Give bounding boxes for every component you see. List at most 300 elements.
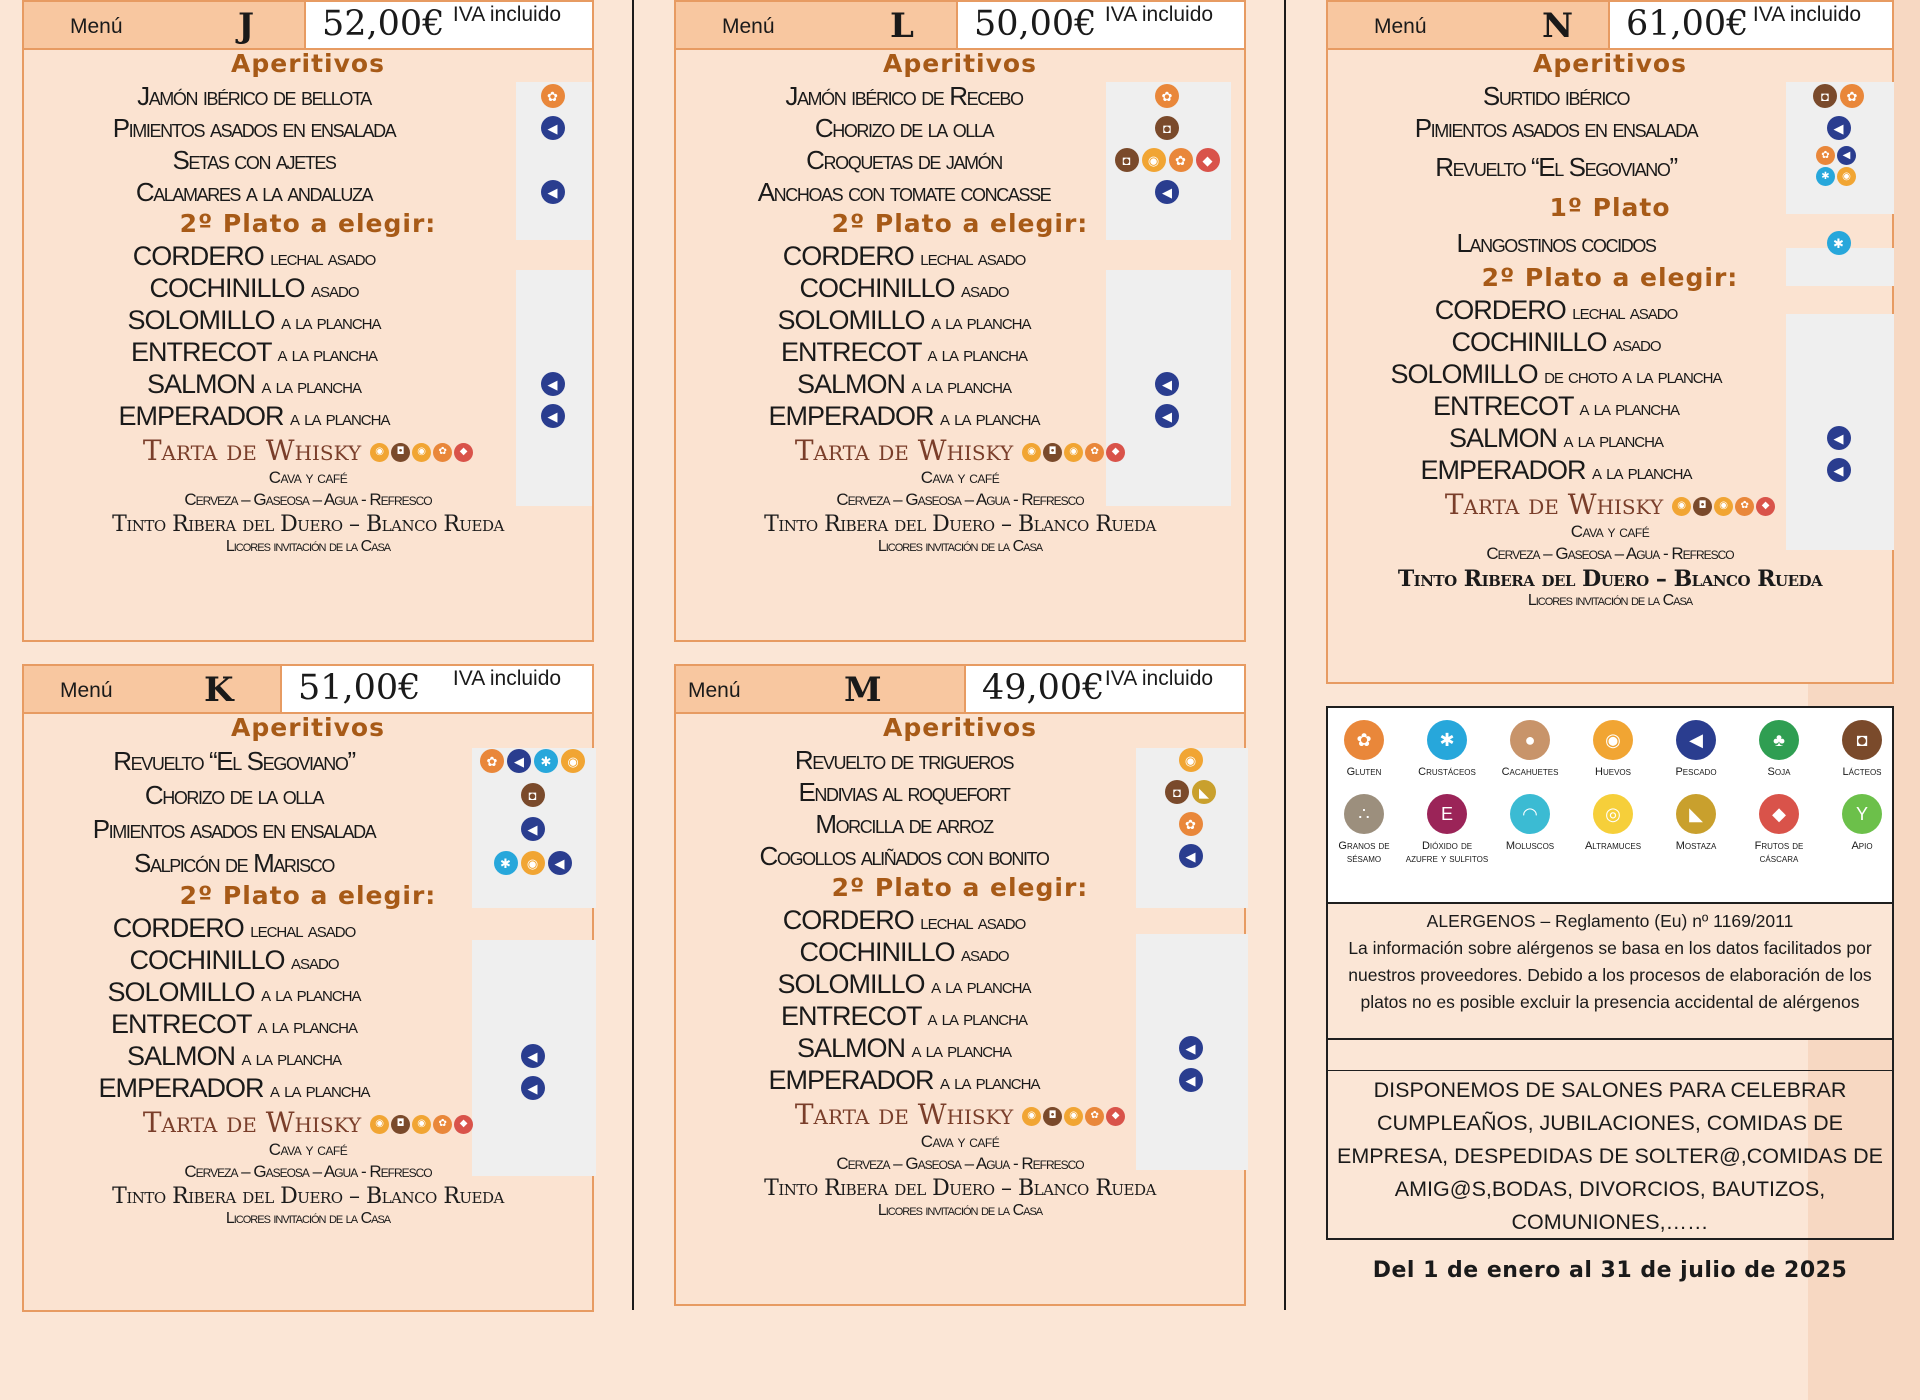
dish-detail: lechal asado xyxy=(1572,299,1678,324)
drinks-line: Cerveza – Gaseosa – Agua - Refresco xyxy=(836,490,1084,509)
dish-detail: de choto a la plancha xyxy=(1544,363,1722,388)
menu-card-l xyxy=(674,0,1246,642)
dish-main: COCHINILLO xyxy=(149,273,312,303)
menu-letter: K xyxy=(204,670,234,710)
menu-item xyxy=(676,1064,1244,1096)
menu-item xyxy=(676,400,1244,432)
dish-name xyxy=(24,1072,444,1106)
legend-apio xyxy=(1820,794,1904,853)
allergen-icons xyxy=(1827,116,1851,140)
menu-item xyxy=(1328,358,1892,390)
dish-detail: a la plancha xyxy=(911,1037,1011,1062)
menu-item xyxy=(1328,326,1892,358)
menu-letter: M xyxy=(844,670,882,710)
dish-detail: lechal asado xyxy=(270,245,376,270)
allergen-icons xyxy=(1155,116,1179,140)
dish-name xyxy=(676,336,1132,370)
legend-gluten xyxy=(1322,720,1406,779)
drinks-line: Cerveza – Gaseosa – Agua - Refresco xyxy=(836,1154,1084,1173)
legend-label: Lácteos xyxy=(1842,766,1882,778)
fish-icon: ◀ xyxy=(521,817,545,841)
wheat-icon: ✿ xyxy=(1155,84,1179,108)
fish-icon: ◀ xyxy=(548,851,572,875)
menu-price: 52,00€ xyxy=(322,4,445,44)
drinks-line: Cerveza – Gaseosa – Agua - Refresco xyxy=(184,490,432,509)
section-aperitivos: Aperitivos xyxy=(883,49,1037,78)
crab-icon: ✱ xyxy=(1816,167,1835,186)
dish-name xyxy=(676,968,1132,1002)
allergen-icons xyxy=(1155,180,1179,204)
dish-name: Croquetas de jamón xyxy=(806,145,1002,175)
dish-main: EMPERADOR xyxy=(768,1065,941,1095)
eggs-icon: ◉ xyxy=(412,1115,431,1134)
dish-main: ENTRECOT xyxy=(781,1001,928,1031)
fish-icon: ◀ xyxy=(541,180,565,204)
dish-detail: a la plancha xyxy=(261,373,361,398)
eggs-icon: ◉ xyxy=(1064,443,1083,462)
menu-header xyxy=(676,666,1244,714)
wheat-icon: ✿ xyxy=(1840,84,1864,108)
menu-item xyxy=(676,904,1244,936)
mustard-icon: ◣ xyxy=(1192,780,1216,804)
lupin-icon: ◎ xyxy=(1593,794,1633,834)
allergen-icons xyxy=(1115,148,1220,172)
allergen-icons xyxy=(521,1076,545,1100)
dessert-name: Tarta de Whisky xyxy=(794,434,1023,467)
menu-letter: J xyxy=(238,6,255,46)
allergen-icons xyxy=(1022,443,1125,467)
legend-moluscos xyxy=(1488,794,1572,853)
menu-item xyxy=(24,304,592,336)
dish-name xyxy=(1328,358,1784,392)
dish-name xyxy=(676,1032,1132,1066)
mollusc-icon: ◠ xyxy=(1510,794,1550,834)
nut-icon: ◆ xyxy=(1196,148,1220,172)
dish-name: Pimientos asados en ensalada xyxy=(92,814,376,844)
allergen-icons xyxy=(1155,84,1179,108)
milk-jug-icon: ◘ xyxy=(1115,148,1139,172)
dish-main: ENTRECOT xyxy=(1433,391,1580,421)
fish-icon: ◀ xyxy=(1827,458,1851,482)
dish-name: Endivias al roquefort xyxy=(798,777,1010,807)
allergen-notice-text: La información sobre alérgenos se basa en los datos facilitados por nuestros proveedores. Debido a los procesos de elaboración de los platos no es posible excluir la presencia accidental de alérgenos xyxy=(1348,938,1872,1012)
menu-item xyxy=(24,240,592,272)
dish-detail: lechal asado xyxy=(920,909,1026,934)
dish-main: COCHINILLO xyxy=(129,945,292,975)
fish-icon: ◀ xyxy=(1155,180,1179,204)
allergen-icons xyxy=(1827,231,1851,255)
liqueur-line: Licores invitación de la Casa xyxy=(225,1210,391,1227)
dish-name: Revuelto “El Segoviano” xyxy=(113,746,355,776)
dish-detail: a la plancha xyxy=(927,1005,1027,1030)
fish-icon: ◀ xyxy=(541,116,565,140)
dish-detail: a la plancha xyxy=(241,1045,341,1070)
menu-item xyxy=(676,968,1244,1000)
wheat-icon: ✿ xyxy=(1085,1107,1104,1126)
menu-item xyxy=(676,808,1244,840)
price-box xyxy=(280,666,592,712)
dish-name xyxy=(24,976,444,1010)
legend-sesamo xyxy=(1322,794,1406,866)
menu-item xyxy=(24,272,592,304)
legend-label: Cacahuetes xyxy=(1501,766,1559,778)
dish-name: Anchoas con tomate concasse xyxy=(757,177,1051,207)
dish-name: Jamón ibérico de bellota xyxy=(137,81,371,111)
dish-name xyxy=(676,240,1132,274)
dessert-line xyxy=(24,434,592,467)
dish-detail: a la plancha xyxy=(911,373,1011,398)
fish-icon: ◀ xyxy=(1155,404,1179,428)
wheat-icon: ✿ xyxy=(1179,812,1203,836)
legend-label: Altramuces xyxy=(1584,840,1642,852)
mustard-icon: ◣ xyxy=(1676,794,1716,834)
fish-icon: ◀ xyxy=(521,1076,545,1100)
dish-main: EMPERADOR xyxy=(768,401,941,431)
iva-note: IVA incluido xyxy=(1752,3,1862,26)
allergen-icons xyxy=(1813,84,1864,108)
dish-detail: a la plancha xyxy=(1563,427,1663,452)
soy-icon: ♣ xyxy=(1759,720,1799,760)
dessert-line xyxy=(24,1106,592,1139)
dish-name: Pimientos asados en ensalada xyxy=(112,113,396,143)
iva-note: IVA incluido xyxy=(1104,3,1214,26)
dish-detail: a la plancha xyxy=(281,309,381,334)
dessert-name: Tarta de Whisky xyxy=(1444,488,1673,521)
dish-main: SOLOMILLO xyxy=(777,305,932,335)
price-box xyxy=(1608,2,1892,48)
menu-item xyxy=(676,80,1244,112)
menu-letter: L xyxy=(890,6,914,46)
dish-name xyxy=(1328,422,1784,456)
section-segundo: 2º Plato a elegir: xyxy=(179,209,437,238)
section-primero: 1º Plato xyxy=(1549,193,1671,222)
menu-item xyxy=(676,176,1244,208)
dish-main: ENTRECOT xyxy=(781,337,928,367)
wheat-icon: ✿ xyxy=(480,749,504,773)
eggs-icon: ◉ xyxy=(1714,497,1733,516)
menu-label: Menú xyxy=(722,15,775,38)
allergen-icons xyxy=(1672,497,1775,521)
dish-main: CORDERO xyxy=(1434,295,1573,325)
menu-item xyxy=(24,336,592,368)
wheat-icon: ✿ xyxy=(1169,148,1193,172)
menu-header xyxy=(1328,2,1892,50)
allergen-icons xyxy=(541,84,565,108)
dish-detail: a la plancha xyxy=(940,405,1040,430)
dish-main: CORDERO xyxy=(782,241,921,271)
crab-icon: ✱ xyxy=(1827,231,1851,255)
price-box xyxy=(956,2,1244,48)
coffee-line: Cava y café xyxy=(920,468,1000,487)
menu-item xyxy=(24,112,592,144)
dish-main: SOLOMILLO xyxy=(777,969,932,999)
menu-header xyxy=(676,2,1244,50)
sesame-icon: ∴ xyxy=(1344,794,1384,834)
menu-header xyxy=(24,666,592,714)
dish-name: Salpicón de Marisco xyxy=(134,848,334,878)
menu-item xyxy=(24,368,592,400)
menu-item xyxy=(676,304,1244,336)
menu-item xyxy=(24,912,592,944)
allergen-icons xyxy=(541,180,565,204)
milk-jug-icon: ◘ xyxy=(521,783,545,807)
dish-main: CORDERO xyxy=(782,905,921,935)
dish-name xyxy=(676,272,1132,306)
eggs-icon: ◉ xyxy=(561,749,585,773)
liqueur-line: Licores invitación de la Casa xyxy=(877,538,1043,555)
fish-icon: ◀ xyxy=(1676,720,1716,760)
section-segundo: 2º Plato a elegir: xyxy=(1481,263,1739,292)
drinks-line: Cerveza – Gaseosa – Agua - Refresco xyxy=(184,1162,432,1181)
dish-main: SALMON xyxy=(147,369,262,399)
dish-name: Surtido ibérico xyxy=(1482,81,1630,111)
liqueur-line: Licores invitación de la Casa xyxy=(1527,592,1693,609)
allergen-icons xyxy=(1816,146,1864,182)
iva-note: IVA incluido xyxy=(452,667,562,690)
dish-detail: a la plancha xyxy=(1579,395,1679,420)
legend-label: Pescado xyxy=(1675,766,1717,778)
allergen-icons xyxy=(1165,780,1216,804)
allergen-icons xyxy=(494,851,572,875)
dish-main: COCHINILLO xyxy=(799,273,962,303)
dish-main: SALMON xyxy=(127,1041,242,1071)
eggs-icon: ◉ xyxy=(1672,497,1691,516)
menu-item xyxy=(24,778,592,812)
legend-label: Frutos de cáscara xyxy=(1754,840,1804,865)
menu-item xyxy=(1328,112,1892,144)
dish-main: SALMON xyxy=(797,369,912,399)
liqueur-line: Licores invitación de la Casa xyxy=(225,538,391,555)
coffee-line: Cava y café xyxy=(1570,522,1650,541)
allergen-icons xyxy=(1179,1036,1203,1060)
section-aperitivos: Aperitivos xyxy=(1533,49,1687,78)
dish-name xyxy=(676,368,1132,402)
dessert-line xyxy=(676,1098,1244,1131)
salones-text: DISPONEMOS DE SALONES PARA CELEBRAR CUMPLEAÑOS, JUBILACIONES, COMIDAS DE EMPRESA, DESPEDIDAS DE SOLTER@,COMIDAS DE AMIG@S,BODAS, DIVORCIOS, BAUTIZOS, COMUNIONES,…… xyxy=(1337,1078,1883,1234)
wheat-icon: ✿ xyxy=(1816,146,1835,165)
dish-name xyxy=(24,368,484,402)
dish-name xyxy=(24,912,444,946)
dish-detail: lechal asado xyxy=(250,917,356,942)
dish-name xyxy=(676,304,1132,338)
legend-label: Mostaza xyxy=(1675,840,1717,852)
menu-item xyxy=(1328,390,1892,422)
menu-item xyxy=(24,846,592,880)
menu-item xyxy=(676,776,1244,808)
legend-sulfitos xyxy=(1405,794,1489,866)
allergen-notice-title: ALERGENOS – Reglamento (Eu) nº 1169/2011 xyxy=(1426,911,1794,931)
legend-huevos xyxy=(1571,720,1655,779)
nut-icon: ◆ xyxy=(1759,794,1799,834)
iva-note: IVA incluido xyxy=(1104,667,1214,690)
dish-name xyxy=(24,272,484,306)
nut-icon: ◆ xyxy=(1756,497,1775,516)
menu-item xyxy=(24,812,592,846)
milk-jug-icon: ◘ xyxy=(391,1115,410,1134)
allergen-icons xyxy=(480,749,585,773)
dish-name: Jamón ibérico de Recebo xyxy=(785,81,1023,111)
dish-detail: asado xyxy=(291,949,339,974)
menu-item xyxy=(24,400,592,432)
dish-name xyxy=(676,936,1132,970)
dish-main: CORDERO xyxy=(112,913,251,943)
allergen-icons xyxy=(1827,426,1851,450)
nut-icon: ◆ xyxy=(454,1115,473,1134)
menu-item xyxy=(676,744,1244,776)
dish-main: COCHINILLO xyxy=(799,937,962,967)
dish-main: COCHINILLO xyxy=(1451,327,1614,357)
menu-price: 61,00€ xyxy=(1626,4,1749,44)
fish-icon: ◀ xyxy=(1155,372,1179,396)
legend-label: Moluscos xyxy=(1505,840,1555,852)
menu-item xyxy=(676,840,1244,872)
coffee-line: Cava y café xyxy=(268,468,348,487)
menu-item xyxy=(1328,224,1892,262)
legend-altramuces xyxy=(1571,794,1655,853)
allergen-icons xyxy=(1155,372,1179,396)
menu-item xyxy=(24,976,592,1008)
dish-name xyxy=(24,1040,444,1074)
legend-label: Gluten xyxy=(1346,766,1382,778)
legend-label: Crustáceos xyxy=(1418,766,1476,778)
dish-detail: asado xyxy=(961,941,1009,966)
fish-icon: ◀ xyxy=(507,749,531,773)
menu-item xyxy=(676,112,1244,144)
allergen-icons xyxy=(1179,1068,1203,1092)
allergen-icons xyxy=(521,783,545,807)
dessert-line xyxy=(1328,488,1892,521)
dish-name xyxy=(1328,326,1784,360)
dish-name xyxy=(24,304,484,338)
menu-item xyxy=(676,368,1244,400)
menu-letter: N xyxy=(1542,6,1574,46)
dish-name: Revuelto de trigueros xyxy=(794,745,1014,775)
allergen-icons xyxy=(541,372,565,396)
dish-name xyxy=(24,1008,444,1042)
menu-card-m xyxy=(674,664,1246,1306)
iva-note: IVA incluido xyxy=(452,3,562,26)
wheat-icon: ✿ xyxy=(1344,720,1384,760)
dish-main: EMPERADOR xyxy=(1420,455,1593,485)
milk-jug-icon: ◘ xyxy=(1155,116,1179,140)
menu-item xyxy=(1328,80,1892,112)
fish-icon: ◀ xyxy=(521,1044,545,1068)
dish-detail: a la plancha xyxy=(931,309,1031,334)
crab-icon: ✱ xyxy=(494,851,518,875)
dish-name: Revuelto “El Segoviano” xyxy=(1435,152,1677,182)
menu-card-n xyxy=(1326,0,1894,684)
wheat-icon: ✿ xyxy=(433,1115,452,1134)
milk-jug-icon: ◘ xyxy=(1165,780,1189,804)
validity-dates: Del 1 de enero al 31 de julio de 2025 xyxy=(1372,1258,1848,1283)
dish-main: ENTRECOT xyxy=(131,337,278,367)
peanut-icon: ● xyxy=(1510,720,1550,760)
dish-name: Chorizo de la olla xyxy=(144,780,324,810)
dish-main: SALMON xyxy=(797,1033,912,1063)
legend-label: Apio xyxy=(1851,840,1873,852)
nut-icon: ◆ xyxy=(1106,443,1125,462)
celery-icon: Y xyxy=(1842,794,1882,834)
legend-soja xyxy=(1737,720,1821,779)
allergen-icons xyxy=(1827,458,1851,482)
section-segundo: 2º Plato a elegir: xyxy=(179,881,437,910)
eggs-icon: ◉ xyxy=(1064,1107,1083,1126)
dish-main: SALMON xyxy=(1449,423,1564,453)
liqueur-line: Licores invitación de la Casa xyxy=(877,1202,1043,1219)
section-aperitivos: Aperitivos xyxy=(231,49,385,78)
eggs-icon: ◉ xyxy=(1593,720,1633,760)
dessert-line xyxy=(676,434,1244,467)
menu-item xyxy=(24,1040,592,1072)
menu-item xyxy=(1328,144,1892,190)
price-box xyxy=(964,666,1244,712)
fish-icon: ◀ xyxy=(1837,146,1856,165)
dish-detail: asado xyxy=(311,277,359,302)
dish-main: SOLOMILLO xyxy=(1390,359,1545,389)
menu-label: Menú xyxy=(1374,15,1427,38)
milk-jug-icon: ◘ xyxy=(1693,497,1712,516)
legend-label: Soja xyxy=(1767,766,1791,778)
eggs-icon: ◉ xyxy=(1837,167,1856,186)
allergen-icons xyxy=(541,116,565,140)
milk-jug-icon: ◘ xyxy=(1842,720,1882,760)
dish-name xyxy=(24,240,484,274)
wine-line: Tinto Ribera del Duero – Blanco Rueda xyxy=(764,512,1156,537)
nut-icon: ◆ xyxy=(454,443,473,462)
dish-name xyxy=(676,1064,1132,1098)
fish-icon: ◀ xyxy=(541,372,565,396)
allergen-icons xyxy=(1179,812,1203,836)
eggs-icon: ◉ xyxy=(1179,748,1203,772)
fish-icon: ◀ xyxy=(1179,1036,1203,1060)
allergen-icons xyxy=(1179,844,1203,868)
legend-label: Dióxido de azufre y sulfitos xyxy=(1405,840,1489,865)
nut-icon: ◆ xyxy=(1106,1107,1125,1126)
wine-line: Tinto Ribera del Duero – Blanco Rueda xyxy=(1397,566,1823,592)
menu-item xyxy=(24,144,592,176)
menu-price: 51,00€ xyxy=(298,668,421,708)
legend-cacahuetes xyxy=(1488,720,1572,779)
menu-label: Menú xyxy=(60,679,113,702)
dish-main: SOLOMILLO xyxy=(127,305,282,335)
menu-item xyxy=(1328,454,1892,486)
dish-main: EMPERADOR xyxy=(98,1073,271,1103)
price-box xyxy=(304,2,592,48)
dish-name: Morcilla de arroz xyxy=(815,809,993,839)
salones-box xyxy=(1326,1038,1894,1240)
allergen-icons xyxy=(1179,748,1203,772)
milk-jug-icon: ◘ xyxy=(1043,1107,1062,1126)
menu-label: Menú xyxy=(70,15,123,38)
wine-line: Tinto Ribera del Duero – Blanco Rueda xyxy=(764,1176,1156,1201)
allergen-icons xyxy=(1022,1107,1125,1131)
fish-icon: ◀ xyxy=(541,404,565,428)
menu-price: 49,00€ xyxy=(982,668,1105,708)
dish-detail: a la plancha xyxy=(931,973,1031,998)
legend-label: Granos de sésamo xyxy=(1338,840,1390,865)
section-aperitivos: Aperitivos xyxy=(231,713,385,742)
dish-detail: a la plancha xyxy=(1592,459,1692,484)
dish-name: Cogollos aliñados con bonito xyxy=(759,841,1049,871)
menu-card-k xyxy=(22,664,594,1312)
dish-name xyxy=(1328,454,1784,488)
allergen-icons xyxy=(370,443,473,467)
menu-item xyxy=(676,1000,1244,1032)
dessert-name: Tarta de Whisky xyxy=(142,434,371,467)
dish-detail: a la plancha xyxy=(940,1069,1040,1094)
wine-line: Tinto Ribera del Duero – Blanco Rueda xyxy=(112,512,504,537)
allergen-icons xyxy=(370,1115,473,1139)
